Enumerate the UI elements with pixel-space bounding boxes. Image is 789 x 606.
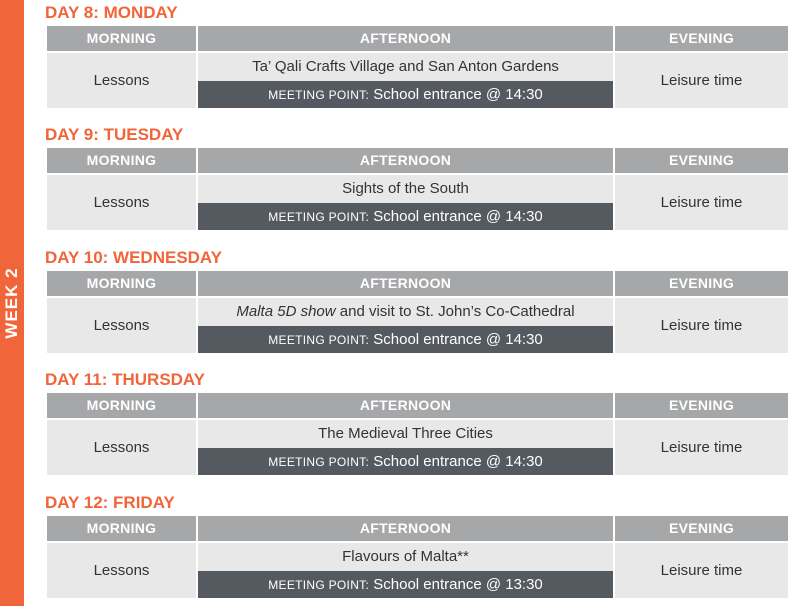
meeting-point-label: MEETING POINT: — [268, 333, 370, 347]
day-section-11 — [45, 367, 789, 475]
day-title: DAY 12: FRIDAY — [45, 493, 175, 512]
morning-cell: Lessons — [47, 420, 196, 475]
evening-cell: Leisure time — [615, 420, 788, 475]
activity-italic: Malta 5D show — [236, 303, 336, 320]
header-morning: MORNING — [47, 516, 196, 541]
day-section-12 — [45, 490, 789, 598]
meeting-point-bar — [198, 81, 613, 108]
meeting-point-value: School entrance @ 14:30 — [373, 208, 543, 225]
evening-cell: Leisure time — [615, 543, 788, 598]
evening-cell: Leisure time — [615, 53, 788, 108]
afternoon-cell — [198, 175, 613, 230]
day-title: DAY 8: MONDAY — [45, 3, 178, 22]
activity-text: Flavours of Malta** — [198, 543, 613, 571]
activity-text: The Medieval Three Cities — [198, 420, 613, 448]
meeting-point-value: School entrance @ 14:30 — [373, 331, 543, 348]
meeting-point-value: School entrance @ 13:30 — [373, 576, 543, 593]
schedule-table — [47, 148, 788, 230]
evening-cell: Leisure time — [615, 298, 788, 353]
evening-cell: Leisure time — [615, 175, 788, 230]
meeting-point-bar — [198, 571, 613, 598]
morning-cell: Lessons — [47, 53, 196, 108]
afternoon-cell — [198, 420, 613, 475]
activity-rest: and visit to St. John’s Co-Cathedral — [335, 303, 575, 320]
meeting-point-label: MEETING POINT: — [268, 455, 370, 469]
header-afternoon: AFTERNOON — [198, 26, 613, 51]
header-afternoon: AFTERNOON — [198, 516, 613, 541]
header-afternoon: AFTERNOON — [198, 393, 613, 418]
day-title: DAY 9: TUESDAY — [45, 125, 184, 144]
day-section-8 — [45, 0, 789, 108]
meeting-point-label: MEETING POINT: — [268, 210, 370, 224]
meeting-point-value: School entrance @ 14:30 — [373, 86, 543, 103]
morning-cell: Lessons — [47, 175, 196, 230]
activity-text — [198, 298, 613, 326]
header-afternoon: AFTERNOON — [198, 271, 613, 296]
header-evening: EVENING — [615, 271, 788, 296]
header-morning: MORNING — [47, 148, 196, 173]
afternoon-cell — [198, 53, 613, 108]
day-title: DAY 10: WEDNESDAY — [45, 248, 222, 267]
header-evening: EVENING — [615, 393, 788, 418]
schedule-table — [47, 393, 788, 475]
meeting-point-bar — [198, 203, 613, 230]
week-label: WEEK 2 — [2, 267, 21, 339]
day-title: DAY 11: THURSDAY — [45, 370, 205, 389]
afternoon-cell — [198, 298, 613, 353]
schedule-table — [47, 271, 788, 353]
header-afternoon: AFTERNOON — [198, 148, 613, 173]
meeting-point-label: MEETING POINT: — [268, 88, 370, 102]
morning-cell: Lessons — [47, 543, 196, 598]
header-morning: MORNING — [47, 271, 196, 296]
schedule-table — [47, 516, 788, 598]
header-evening: EVENING — [615, 26, 788, 51]
meeting-point-label: MEETING POINT: — [268, 578, 370, 592]
meeting-point-bar — [198, 448, 613, 475]
morning-cell: Lessons — [47, 298, 196, 353]
week-sidebar — [0, 0, 24, 606]
header-evening: EVENING — [615, 148, 788, 173]
header-morning: MORNING — [47, 26, 196, 51]
activity-text: Ta’ Qali Crafts Village and San Anton Gardens — [198, 53, 613, 81]
schedule-table — [47, 26, 788, 108]
meeting-point-value: School entrance @ 14:30 — [373, 453, 543, 470]
day-section-10 — [45, 245, 789, 353]
meeting-point-bar — [198, 326, 613, 353]
activity-text: Sights of the South — [198, 175, 613, 203]
day-section-9 — [45, 122, 789, 230]
header-morning: MORNING — [47, 393, 196, 418]
header-evening: EVENING — [615, 516, 788, 541]
afternoon-cell — [198, 543, 613, 598]
